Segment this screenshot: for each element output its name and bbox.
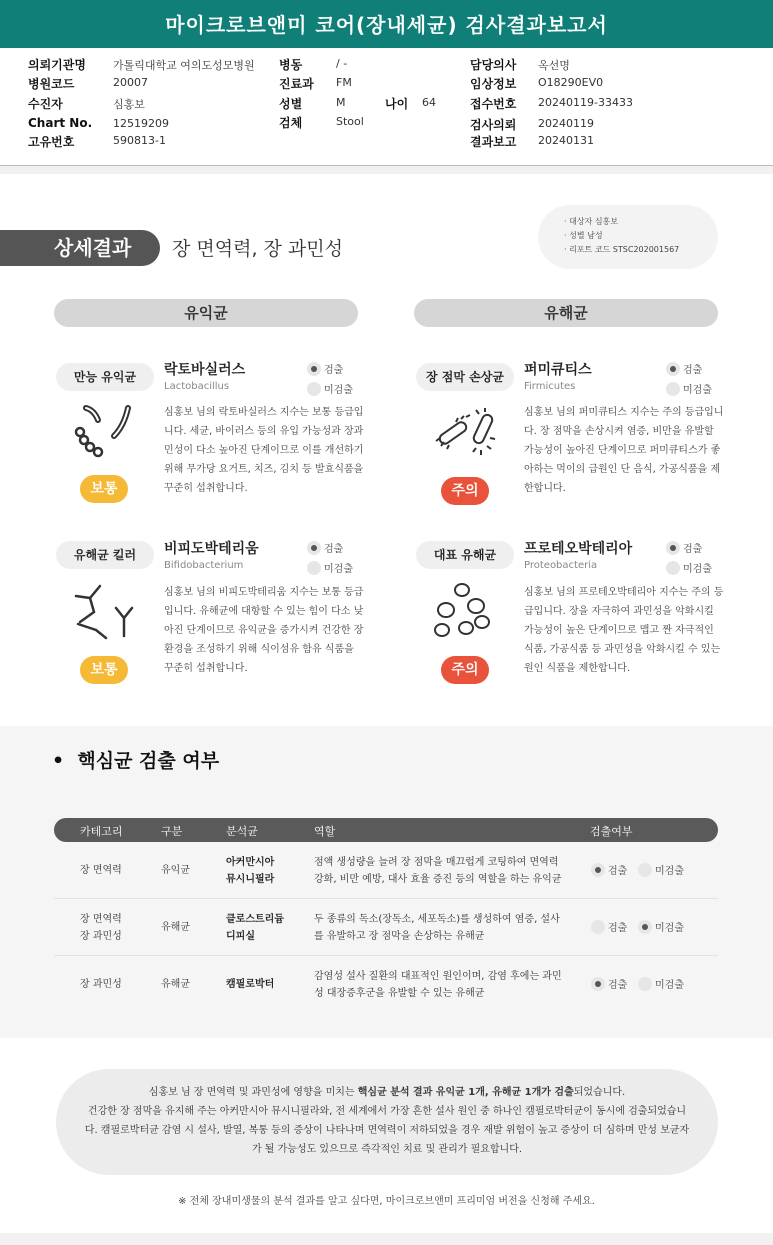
- age-label: 나이: [385, 97, 409, 111]
- core-section-title: • 핵심균 검출 여부: [52, 750, 220, 772]
- row-bacteria: 아커만시아: [226, 857, 275, 868]
- header-role: 역할: [314, 825, 336, 838]
- row-role-line2: 를 유발하고 장 점막을 손상하는 유해균: [314, 931, 485, 942]
- doctor-label: 담당의사: [470, 58, 517, 72]
- dept-value: FM: [336, 76, 352, 89]
- header-category: 카테고리: [80, 825, 123, 838]
- sex-label: 성별: [279, 97, 303, 111]
- detected-radio: 검출: [307, 361, 343, 376]
- detected-radio: 검출: [591, 976, 627, 991]
- radio-selected-icon: [638, 920, 652, 934]
- request-date-value: 20240119: [538, 117, 594, 130]
- row-role: 점액 생성량을 늘려 장 점막을 매끄럽게 코팅하여 면역력: [314, 857, 559, 868]
- bacteria-name: 비피도박테리움: [164, 541, 259, 557]
- row-category-line2: 장 과민성: [80, 931, 122, 942]
- bacteria-description: 심홍보 님의 비피도박테리움 지수는 보통 등급입니다. 유해균에 대항할 수 있는 힘이 다소 낮아진 단계이므로 유익균을 증가시켜 건강한 장 환경을 조성하기 위해 식이섬유 함유 식품을 꾸준히 섭취합니다.: [164, 587, 364, 674]
- radio-empty-icon: [638, 863, 652, 877]
- category-pill: 유해균 킬러: [56, 541, 154, 569]
- divider-band: [0, 166, 773, 174]
- unique-no-label: 고유번호: [28, 135, 75, 149]
- examinee-label: 수진자: [28, 97, 63, 111]
- examinee-value: 심홍보: [113, 98, 145, 111]
- section-subtitle: 장 면역력, 장 과민성: [172, 238, 343, 260]
- coccus-bacteria-icon: [430, 580, 500, 642]
- hospital-code-label: 병원코드: [28, 77, 75, 91]
- bacteria-name: 퍼미큐티스: [524, 362, 592, 378]
- row-role: 두 종류의 독소(장독소, 세포독소)를 생성하여 염증, 설사: [314, 914, 560, 925]
- status-badge: 주의: [441, 477, 489, 505]
- receipt-no-value: 20240119-33433: [538, 96, 633, 109]
- row-divider: [54, 955, 718, 956]
- radio-selected-icon: [666, 541, 680, 555]
- report-title: 마이크로브앤미 코어(장내세균) 검사결과보고서: [0, 0, 773, 48]
- bacteria-description: 심홍보 님의 프로테오박테리아 지수는 주의 등급입니다. 장을 자극하여 과민성을 악화시킬 가능성이 높은 단계이므로 맵고 짠 자극적인 식품, 가공식품 등 과민성을 악화시킬 수 있는 원인 식품을 제한합니다.: [524, 587, 724, 674]
- ward-value: / -: [336, 57, 348, 70]
- detected-radio: 검출: [591, 919, 627, 934]
- doctor-value: 옥선명: [538, 59, 570, 72]
- beneficial-group-header: 유익균: [54, 299, 358, 327]
- radio-empty-icon: [307, 382, 321, 396]
- sex-value: M: [336, 96, 346, 109]
- result-date-label: 결과보고: [470, 135, 517, 149]
- row-role-line2: 성 대장증후군을 유발할 수 있는 유해균: [314, 988, 485, 999]
- bacteria-scientific-name: Bifidobacterium: [164, 560, 244, 571]
- status-badge: 보통: [80, 656, 128, 684]
- institution-value: 가톨릭대학교 여의도성모병원: [113, 59, 255, 72]
- summary-line-2: 건강한 장 점막을 유지해 주는 아커만시아 뮤시니필라와, 전 세계에서 가장 흔한 설사 원인 중 하나인 캠필로박터균이 동시에 검출되었습니: [87, 1106, 687, 1117]
- status-badge: 보통: [80, 475, 128, 503]
- category-pill: 대표 유해균: [416, 541, 514, 569]
- row-divider: [54, 898, 718, 899]
- category-pill: 장 점막 손상균: [416, 363, 514, 391]
- clinical-value: O18290EV0: [538, 76, 604, 89]
- bacteria-description: 심홍보 님의 락토바실러스 지수는 보통 등급입니다. 세균, 바이러스 등의 유입 가능성과 장과 민성이 다소 높아진 단계이므로 이를 개선하기 위해 무가당 요거트, 치즈, 김치 등 발효식품을 꾸준히 섭취합니다.: [164, 407, 364, 494]
- chart-no-label: Chart No.: [28, 116, 93, 130]
- not-detected-radio: 미검출: [666, 560, 712, 575]
- radio-selected-icon: [307, 541, 321, 555]
- section-title: 상세결과: [0, 230, 160, 266]
- radio-selected-icon: [591, 977, 605, 991]
- request-date-label: 검사의뢰: [470, 118, 517, 132]
- radio-empty-icon: [638, 977, 652, 991]
- unique-no-value: 590813-1: [113, 134, 166, 147]
- bottom-band: [0, 1233, 773, 1245]
- not-detected-radio: 미검출: [638, 919, 684, 934]
- radio-selected-icon: [307, 362, 321, 376]
- radio-selected-icon: [666, 362, 680, 376]
- not-detected-radio: 미검출: [666, 381, 712, 396]
- report-meta: [538, 205, 718, 269]
- row-type: 유익균: [161, 865, 190, 876]
- status-badge: 주의: [441, 656, 489, 684]
- not-detected-radio: 미검출: [307, 381, 353, 396]
- meta-subject: · 대상자 심홍보: [564, 217, 618, 226]
- radio-empty-icon: [666, 561, 680, 575]
- row-role: 감염성 설사 질환의 대표적인 원인이며, 감염 후에는 과민: [314, 971, 562, 982]
- detected-radio: 검출: [307, 540, 343, 555]
- detected-radio: 검출: [591, 862, 627, 877]
- row-category: 장 면역력: [80, 914, 122, 925]
- footnote: ※ 전체 장내미생물의 분석 결과를 알고 싶다면, 마이크로브앤미 프리미엄 버전을 신청해 주세요.: [178, 1196, 595, 1207]
- patient-info: [0, 54, 773, 166]
- row-bacteria: 클로스트리듐: [226, 914, 284, 925]
- bacteria-description: 심홍보 님의 퍼미큐티스 지수는 주의 등급입니다. 장 점막을 손상시켜 염증, 비만을 유발할 가능성이 높아진 단계이므로 퍼미큐티스가 좋아하는 먹이의 급원인 단 음식, 가공식품을 제한합니다.: [524, 407, 724, 494]
- not-detected-radio: 미검출: [638, 862, 684, 877]
- result-date-value: 20240131: [538, 134, 594, 147]
- row-category: 장 면역력: [80, 865, 122, 876]
- meta-report-code: · 리포트 코드 STSC202001567: [564, 245, 680, 254]
- dept-label: 진료과: [279, 77, 314, 91]
- bacteria-name: 락토바실러스: [164, 362, 246, 378]
- institution-label: 의뢰기관명: [28, 58, 86, 72]
- bacteria-scientific-name: Lactobacillus: [164, 381, 230, 392]
- row-type: 유해균: [161, 922, 190, 933]
- radio-selected-icon: [591, 863, 605, 877]
- hospital-code-value: 20007: [113, 76, 148, 89]
- row-category: 장 과민성: [80, 979, 122, 990]
- ward-label: 병동: [279, 58, 303, 72]
- meta-sex: · 성별 남성: [564, 231, 603, 240]
- chart-no-value: 12519209: [113, 117, 169, 130]
- detected-radio: 검출: [666, 540, 702, 555]
- clinical-label: 임상정보: [470, 77, 517, 91]
- category-pill: 만능 유익균: [56, 363, 154, 391]
- summary-box: [56, 1069, 718, 1175]
- row-role-line2: 강화, 비만 예방, 대사 효율 증진 등의 역할을 하는 유익균: [314, 874, 562, 885]
- bacteria-name: 프로테오박테리아: [524, 541, 633, 557]
- not-detected-radio: 미검출: [307, 560, 353, 575]
- table-header: [54, 818, 718, 842]
- detected-radio: 검출: [666, 361, 702, 376]
- ciliated-bacteria-icon: [432, 408, 502, 458]
- specimen-label: 검체: [279, 116, 303, 130]
- row-bacteria-line2: 뮤시니필라: [226, 874, 275, 885]
- row-type: 유해균: [161, 979, 190, 990]
- age-value: 64: [422, 96, 436, 109]
- summary-line-4: 가 될 가능성도 있으므로 즉각적인 치료 및 관리가 필요합니다.: [251, 1144, 523, 1155]
- receipt-no-label: 접수번호: [470, 97, 517, 111]
- radio-empty-icon: [591, 920, 605, 934]
- rod-bacteria-icon: [70, 400, 140, 460]
- row-bacteria-line2: 디피실: [226, 931, 255, 942]
- specimen-value: Stool: [336, 115, 364, 128]
- header-type: 구분: [161, 825, 183, 838]
- radio-empty-icon: [307, 561, 321, 575]
- row-bacteria: 캠필로박터: [226, 979, 275, 990]
- header-detection: 검출여부: [590, 825, 633, 838]
- summary-line-3: 다. 캠필로박터균 감염 시 설사, 발열, 복통 등의 증상이 나타나며 면역력이 저하되었을 경우 재발 위험이 높고 증상이 더 심하며 만성 보균자: [84, 1125, 690, 1136]
- bacteria-scientific-name: Proteobacteria: [524, 560, 598, 571]
- harmful-group-header: 유해균: [414, 299, 718, 327]
- branched-bacteria-icon: [70, 580, 140, 640]
- not-detected-radio: 미검출: [638, 976, 684, 991]
- header-bacteria: 분석균: [226, 825, 258, 838]
- radio-empty-icon: [666, 382, 680, 396]
- bacteria-scientific-name: Firmicutes: [524, 381, 576, 392]
- summary-line-1: 심홍보 님 장 면역력 및 과민성에 영향을 미치는 핵심균 분석 결과 유익균 1개, 유해균 1개가 검출되었습니다.: [148, 1087, 626, 1098]
